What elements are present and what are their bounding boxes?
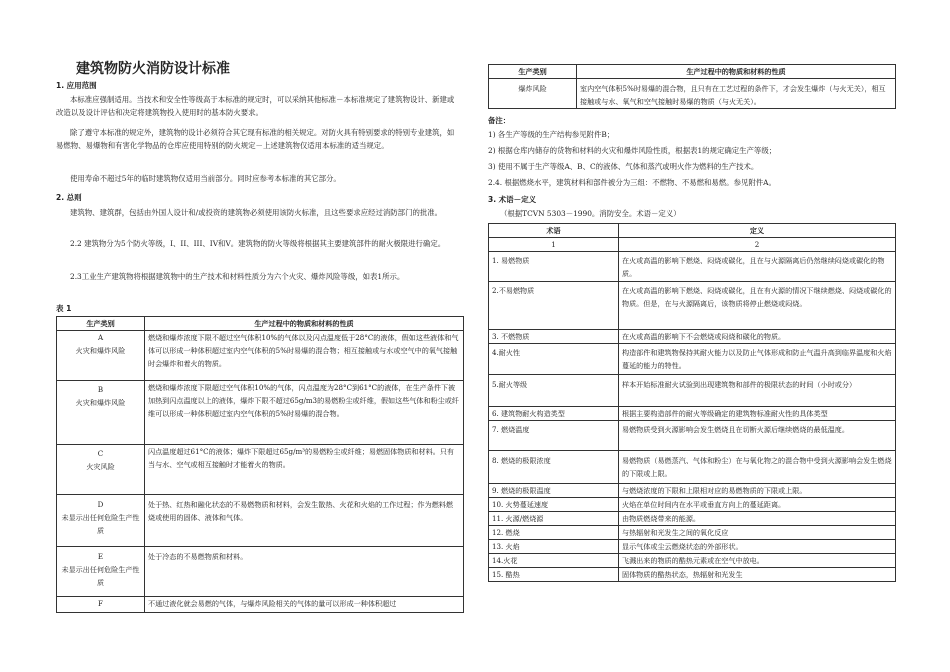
production-category-table-continued bbox=[488, 64, 896, 109]
term-cell: 6. 建筑物耐火构造类型 bbox=[489, 407, 619, 421]
definition-cell: 易燃物质（易燃蒸汽、气体和粉尘）在与氧化物之的混合物中受到火源影响会发生燃烧的下限或上限。 bbox=[619, 451, 896, 484]
paragraph-general-2: 2.2 建筑物分为5个防火等级，I、II、III、IV和V。建筑物的防火等级将根据其主要建筑部件的耐火极限进行确定。 bbox=[70, 239, 446, 248]
table-row bbox=[489, 484, 896, 498]
definition-cell: 由物质燃烧带来的能源。 bbox=[619, 512, 896, 526]
table-row bbox=[57, 547, 464, 597]
table-row bbox=[489, 330, 896, 344]
category-code: D bbox=[97, 500, 104, 509]
term-cell: 15. 酷热 bbox=[489, 568, 619, 582]
term-cell: 12. 燃烧 bbox=[489, 526, 619, 540]
term-cell: 8. 燃烧的极限浓度 bbox=[489, 451, 619, 484]
definition-cell: 根据主要构造部件的耐火等级确定的建筑物标准耐火性的具体类型 bbox=[619, 407, 896, 421]
definition-cell: 飞溅出来的物质的酷热元素或在空气中放电。 bbox=[619, 554, 896, 568]
table-header-term: 术语 bbox=[489, 224, 619, 238]
category-name: 未显示出任何危险生产性质 bbox=[61, 513, 140, 535]
definition-cell: 在火或高温的影响下燃烧、闷烧或碳化，且在有火源的情况下继续燃烧、闷烧或碳化的物质。但是，在与火源隔离后，该物质将停止燃烧或闷烧。 bbox=[619, 282, 896, 330]
table-row bbox=[489, 526, 896, 540]
table-header-definition: 定义 bbox=[619, 224, 896, 238]
document-title: 建筑物防火消防设计标准 bbox=[76, 61, 230, 77]
category-description: 闪点温度超过61°C的液体；爆炸下限超过65g/m³的易燃粉尘或纤维；易燃固体物质和材料。只有当与水、空气或相互接触时才能着火的物质。 bbox=[145, 445, 464, 495]
category-description: 燃烧和爆炸浓度下限超过空气体积10%的气体，闪点温度为28°C到61°C的液体，在生产条件下被加热到闪点温度以上的液体，爆炸下限不超过65g/m3的易燃粉尘或纤维，假如这些气体和粉尘或纤维可以形成一种体积超过室内空气体积的5%时易爆的混合物。 bbox=[145, 381, 464, 445]
definition-cell: 固体物质的酷热状态，热辐射和光发生 bbox=[619, 568, 896, 582]
definition-cell: 样本开始标准耐火试验到出现建筑物和部件的极限状态的时间（小时或分） bbox=[619, 375, 896, 407]
definition-cell: 构造部件和建筑物保持其耐火能力以及防止气体形成和防止气温升高到临界温度和火焰蔓延的能力的特性。 bbox=[619, 344, 896, 375]
category-description: 不通过液化就会易燃的气体，与爆炸风险相关的气体的量可以形成一种体积超过 bbox=[145, 597, 464, 613]
category-code: F bbox=[98, 599, 103, 608]
table-row bbox=[489, 498, 896, 512]
category-description: 燃烧和爆炸浓度下限不超过空气体积10%的气体以及闪点温度低于28°C的液体，假如这些液体和气体可以形成一种体积超过室内空气体积的5%时易爆的混合物；相互接触或与水或空气中的氧气接触时会爆炸和着火的物质。 bbox=[145, 331, 464, 381]
category-code: A bbox=[97, 333, 104, 342]
category-code: E bbox=[97, 552, 104, 561]
term-cell: 14.火花 bbox=[489, 554, 619, 568]
table-header-properties: 生产过程中的物质和材料的性质 bbox=[145, 317, 464, 331]
table-row bbox=[57, 381, 464, 445]
definition-cell: 与热辐射和光发生之间的氧化反应 bbox=[619, 526, 896, 540]
term-cell: 11. 火源/燃烧源 bbox=[489, 512, 619, 526]
term-cell: 3. 不燃物质 bbox=[489, 330, 619, 344]
table-row bbox=[489, 540, 896, 554]
table-row bbox=[489, 568, 896, 582]
term-cell: 7. 燃烧温度 bbox=[489, 421, 619, 451]
category-description: 室内空气体积5%时易爆的混合物，且只有在工艺过程的条件下，才会发生爆炸（与火无关），相互接触或与水、氧气和空气接触时易爆的物质（与火无关）。 bbox=[577, 79, 896, 109]
category-name: 爆炸风险 bbox=[489, 79, 577, 109]
paragraph-general-3: 2.3工业生产建筑物将根据建筑物中的生产技术和材料性质分为六个火灾、爆炸风险等级，如表1所示。 bbox=[70, 272, 405, 281]
section-3-subtitle: （根据TCVN 5303－1990。消防安全。术语－定义） bbox=[500, 209, 681, 218]
table-row bbox=[489, 344, 896, 375]
paragraph-scope-3: 使用寿命不超过5年的临时建筑物仅适用当前部分。同时应参考本标准的其它部分。 bbox=[70, 174, 341, 183]
definition-cell: 与燃烧浓度的下限和上限相对应的易燃物质的下限或上限。 bbox=[619, 484, 896, 498]
term-cell: 13. 火焰 bbox=[489, 540, 619, 554]
table-row bbox=[489, 282, 896, 330]
definition-cell: 在火或高温的影响下不会燃烧或闷烧和碳化的物质。 bbox=[619, 330, 896, 344]
table-header-category: 生产类别 bbox=[489, 65, 577, 79]
paragraph-2-4: 2.4. 根据燃烧水平，建筑材料和部件被分为三组：不燃物、不易燃和易燃。参见附件A。 bbox=[488, 178, 776, 187]
table-1-caption: 表 1 bbox=[56, 304, 72, 313]
section-3-heading: 3. 术语－定义 bbox=[488, 195, 537, 204]
table-row bbox=[489, 252, 896, 282]
category-description: 处于热、红热和融化状态的不易燃物质和材料，会发生散热、火花和火焰的工作过程；作为燃料燃烧或使用的固体、液体和气体。 bbox=[145, 495, 464, 547]
table-row bbox=[57, 495, 464, 547]
table-row bbox=[489, 451, 896, 484]
paragraph-general-1: 建筑物、建筑群，包括由外国人设计和/或投资的建筑物必须使用该防火标准，且这些要求应经过消防部门的批准。 bbox=[70, 208, 443, 217]
table-row bbox=[57, 331, 464, 381]
terms-definitions-table bbox=[488, 223, 896, 582]
table-header-category: 生产类别 bbox=[57, 317, 145, 331]
term-cell: 1. 易燃物质 bbox=[489, 252, 619, 282]
term-cell: 4.耐火性 bbox=[489, 344, 619, 375]
term-cell: 2.不易燃物质 bbox=[489, 282, 619, 330]
column-number: 2 bbox=[619, 238, 896, 252]
table-row bbox=[489, 554, 896, 568]
category-name: 未显示出任何危险生产性质 bbox=[61, 565, 140, 587]
table-row bbox=[489, 512, 896, 526]
table-row bbox=[489, 421, 896, 451]
section-2-heading: 2. 总则 bbox=[56, 193, 82, 202]
table-row bbox=[489, 79, 896, 109]
category-description: 处于冷态的不易燃物质和材料。 bbox=[145, 547, 464, 597]
definition-cell: 显示气体或尘云燃烧状态的外部形状。 bbox=[619, 540, 896, 554]
definition-cell: 在火或高温的影响下燃烧、闷烧或碳化，且在与火源隔离后仍然继续闷烧或碳化的物质。 bbox=[619, 252, 896, 282]
table-row bbox=[489, 407, 896, 421]
section-1-heading: 1. 应用范围 bbox=[56, 81, 97, 90]
paragraph-scope-2: 除了遵守本标准的规定外，建筑物的设计必须符合其它现有标准的相关规定。对防火具有特别要求的特别专业建筑，如易燃物、易爆物和有害化学物品的仓库应使用特别的防火规定－上述建筑物仅适用本标准的适当规定。 bbox=[56, 128, 455, 150]
production-category-table bbox=[56, 316, 464, 613]
category-code: B bbox=[97, 385, 104, 394]
table-row bbox=[489, 375, 896, 407]
category-name: 火灾和爆炸风险 bbox=[75, 398, 126, 407]
paragraph-scope-1: 本标准应强制适用。当技术和安全性等级高于本标准的规定时，可以采纳其他标准－本标准规定了建筑物设计、新建或改造以及设计评估和决定将建筑物投入使用时的基本防火要求。 bbox=[56, 95, 455, 117]
table-row bbox=[57, 445, 464, 495]
term-cell: 9. 燃烧的极限温度 bbox=[489, 484, 619, 498]
notes-heading: 备注： bbox=[488, 116, 511, 125]
term-cell: 10. 火势蔓延速度 bbox=[489, 498, 619, 512]
definition-cell: 火焰在单位时间内在水平或垂直方向上的蔓延距离。 bbox=[619, 498, 896, 512]
term-cell: 5.耐火等级 bbox=[489, 375, 619, 407]
table-header-properties: 生产过程中的物质和材料的性质 bbox=[577, 65, 896, 79]
category-code: C bbox=[97, 449, 104, 458]
category-name: 火灾和爆炸风险 bbox=[75, 346, 126, 355]
definition-cell: 易燃物质受到火源影响会发生燃烧且在切断火源后继续燃烧的最低温度。 bbox=[619, 421, 896, 451]
note-item: 3) 使用不属于生产等级A、B、C的液体、气体和蒸汽或明火作为燃料的生产技术。 bbox=[488, 162, 759, 171]
note-item: 1) 各生产等级的生产结构参见附件B； bbox=[488, 130, 615, 139]
note-item: 2) 根据仓库内储存的货物和材料的火灾和爆炸风险性质，根据表1的规定确定生产等级； bbox=[488, 146, 777, 155]
table-row bbox=[57, 597, 464, 613]
category-name: 火灾风险 bbox=[86, 462, 115, 471]
column-number: 1 bbox=[489, 238, 619, 252]
